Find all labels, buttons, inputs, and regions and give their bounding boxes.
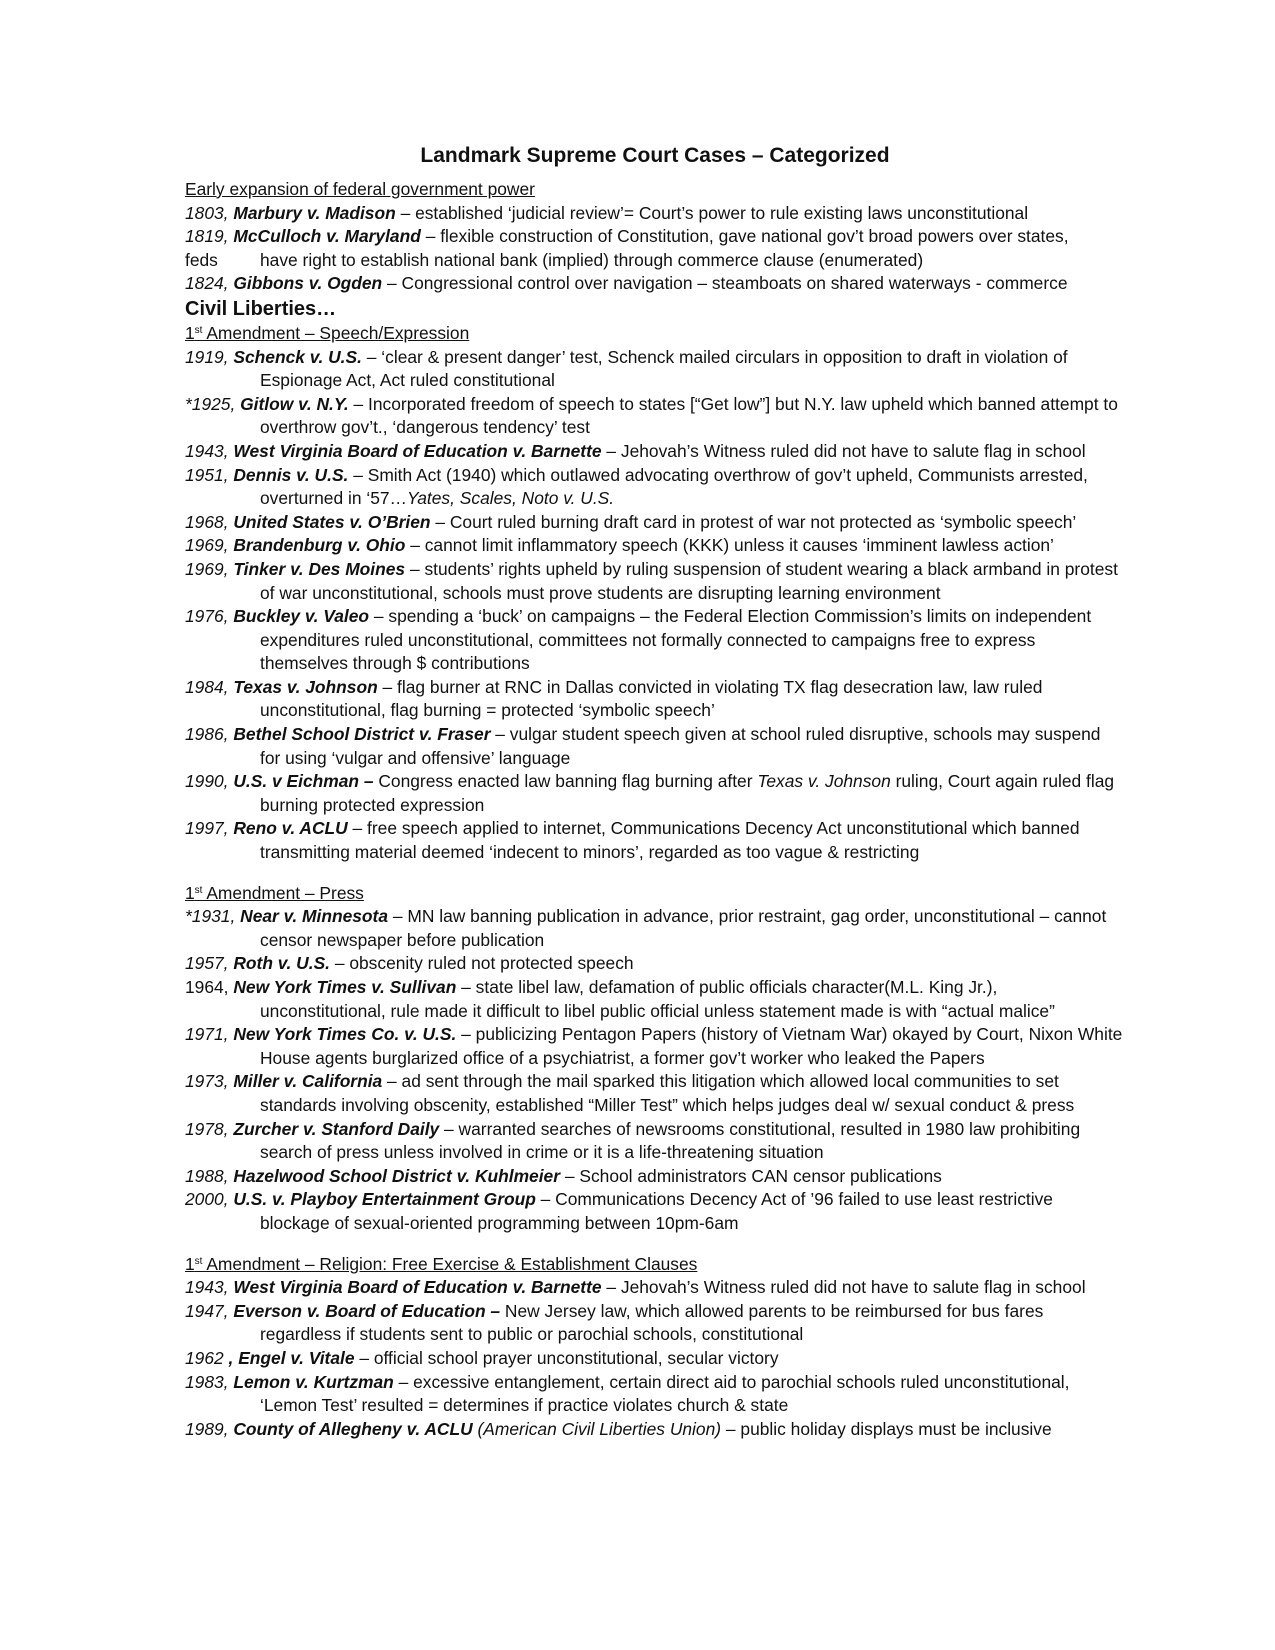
case-year: 1803, — [185, 202, 229, 223]
case-entry — [185, 1070, 1125, 1117]
case-year: 2000, — [185, 1189, 229, 1210]
case-name: Bethel School District v. Fraser — [233, 724, 491, 745]
case-reference: Yates, Scales, Noto v. U.S. — [406, 488, 615, 509]
case-year: 1969, — [185, 558, 229, 579]
case-year: *1931, — [185, 906, 236, 927]
case-description: – warranted searches of newsrooms constitutional, resulted in 1980 law prohibiting search of press unless involved in crime or it is a life-threatening situation — [260, 1118, 1081, 1163]
case-entry — [185, 346, 1125, 393]
case-name: Buckley v. Valeo — [233, 606, 370, 627]
case-entry — [185, 202, 1125, 226]
case-reference: Texas v. Johnson — [757, 771, 891, 792]
case-name: U.S. v Eichman – — [233, 771, 374, 792]
case-description: – state libel law, defamation of public officials character(M.L. King Jr.), unconstitutional, rule made it difficult to libel public official unless statement made is with “actual malice” — [260, 977, 1055, 1021]
case-description: ruling, Court again ruled flag burning protected expression — [260, 771, 1115, 815]
case-year: 1819, — [185, 226, 229, 247]
case-name: Schenck v. U.S. — [233, 346, 362, 367]
case-year: 1964, — [185, 977, 229, 997]
case-year: 1983, — [185, 1371, 229, 1392]
case-description: – ‘clear & present danger’ test, Schenck mailed circulars in opposition to draft in violation of Espionage Act, Act ruled constitutional — [260, 346, 1068, 391]
case-description: – Smith Act (1940) which outlawed advocating overthrow of gov’t upheld, Communists arrested, overturned in ‘57… — [260, 464, 1088, 509]
case-name: United States v. O’Brien — [233, 511, 431, 532]
case-year: *1925, — [185, 393, 236, 414]
case-name: , Engel v. Vitale — [228, 1347, 355, 1368]
case-entry — [185, 770, 1125, 817]
case-name: Tinker v. Des Moines — [233, 558, 406, 579]
case-entry — [185, 1276, 1125, 1300]
case-year: 1976, — [185, 606, 229, 627]
case-entry — [185, 393, 1125, 440]
case-name: Roth v. U.S. — [233, 953, 330, 974]
case-description: – established ‘judicial review’= Court’s power to rule existing laws unconstitutional — [395, 202, 1029, 223]
case-description: – Incorporated freedom of speech to states [“Get low”] but N.Y. law upheld which banned attempt to overthrow gov’t., ‘dangerous tendency’ test — [260, 393, 1118, 438]
case-name: McCulloch v. Maryland — [233, 226, 421, 247]
case-year: 1986, — [185, 724, 229, 745]
press-case-list — [185, 905, 1125, 1235]
case-year: 1978, — [185, 1118, 229, 1139]
case-name: West Virginia Board of Education v. Barnette — [233, 440, 602, 461]
case-entry — [185, 605, 1125, 676]
case-name: Texas v. Johnson — [233, 676, 378, 697]
case-year: 1971, — [185, 1024, 229, 1045]
case-entry — [185, 1188, 1125, 1235]
case-name: U.S. v. Playboy Entertainment Group — [233, 1189, 536, 1210]
case-year: 1969, — [185, 535, 229, 556]
case-description: – flag burner at RNC in Dallas convicted in violating TX flag desecration law, law ruled unconstitutional, flag burning = protected ‘symbolic speech’ — [260, 676, 1043, 721]
case-year: 1984, — [185, 676, 229, 697]
case-name: Zurcher v. Stanford Daily — [233, 1118, 440, 1139]
case-description: – Jehovah’s Witness ruled did not have to salute flag in school — [601, 440, 1086, 461]
page-title: Landmark Supreme Court Cases – Categorized — [420, 144, 890, 167]
case-year: 1968, — [185, 511, 229, 532]
case-description: – excessive entanglement, certain direct aid to parochial schools ruled unconstitutional, ‘Lemon Test’ resulted = determines if practice violates church & state — [260, 1371, 1070, 1416]
case-description: have right to establish national bank (implied) through commerce clause (enumerated) — [260, 249, 924, 270]
case-year: 1997, — [185, 818, 229, 839]
case-entry-continuation — [185, 249, 1125, 273]
early-case-list — [185, 202, 1125, 296]
case-year: 1943, — [185, 1277, 229, 1298]
section-heading-religion: 1st Amendment – Religion: Free Exercise & Establishment Clauses — [185, 1253, 698, 1274]
case-entry — [185, 1023, 1125, 1070]
case-description: – flexible construction of Constitution, gave national gov’t broad powers over states, — [420, 226, 1069, 247]
case-entry — [185, 440, 1125, 464]
case-entry — [185, 1300, 1125, 1347]
case-name: Reno v. ACLU — [233, 818, 348, 839]
case-year: 1989, — [185, 1418, 229, 1439]
case-name: Brandenburg v. Ohio — [233, 535, 406, 556]
case-description: – School administrators CAN censor publications — [560, 1165, 942, 1186]
case-description: – public holiday displays must be inclusive — [721, 1418, 1052, 1439]
case-entry — [185, 511, 1125, 535]
speech-case-list — [185, 346, 1125, 865]
case-entry — [185, 558, 1125, 605]
case-entry — [185, 905, 1125, 952]
case-description: New Jersey law, which allowed parents to be reimbursed for bus fares regardless if students sent to public or parochial schools, constitutional — [260, 1300, 1044, 1345]
case-entry — [185, 1165, 1125, 1189]
case-year: 1943, — [185, 440, 229, 461]
case-name: Hazelwood School District v. Kuhlmeier — [233, 1165, 561, 1186]
religion-case-list — [185, 1276, 1125, 1441]
case-entry — [185, 464, 1125, 511]
civil-liberties-heading: Civil Liberties… — [185, 297, 337, 320]
case-year: 1951, — [185, 464, 229, 485]
case-description: – vulgar student speech given at school ruled disruptive, schools may suspend for using ‘vulgar and offensive’ language — [260, 724, 1101, 768]
case-entry — [185, 952, 1125, 976]
case-note: (American Civil Liberties Union) — [472, 1418, 722, 1439]
case-entry — [185, 1418, 1125, 1442]
case-description: – students’ rights upheld by ruling suspension of student wearing a black armband in protest of war unconstitutional, schools must prove students are disrupting learning environment — [260, 558, 1118, 603]
case-name: Gitlow v. N.Y. — [240, 393, 349, 414]
case-year: 1957, — [185, 953, 229, 974]
case-name: County of Allegheny v. ACLU — [233, 1418, 473, 1439]
case-entry — [185, 1347, 1125, 1371]
case-entry — [185, 225, 1125, 249]
case-name: Lemon v. Kurtzman — [233, 1371, 394, 1392]
case-year: 1824, — [185, 273, 229, 294]
case-year: 1988, — [185, 1165, 229, 1186]
case-name: Marbury v. Madison — [233, 202, 396, 223]
case-year: 1919, — [185, 346, 229, 367]
case-description: – official school prayer unconstitutional, secular victory — [354, 1347, 779, 1368]
case-description: – publicizing Pentagon Papers (history of Vietnam War) okayed by Court, Nixon White House agents burglarized office of a psychiatrist, a former gov’t worker who leaked the Papers — [260, 1024, 1123, 1068]
case-description: – cannot limit inflammatory speech (KKK) unless it causes ‘imminent lawless action’ — [405, 535, 1054, 556]
case-year: 1947, — [185, 1300, 229, 1321]
case-name: Near v. Minnesota — [240, 906, 389, 927]
case-entry — [185, 1118, 1125, 1165]
case-entry — [185, 817, 1125, 864]
case-name: Miller v. California — [233, 1071, 383, 1092]
case-entry — [185, 676, 1125, 723]
case-year: 1990, — [185, 771, 229, 792]
continuation-lead: feds — [185, 249, 218, 270]
case-description: – free speech applied to internet, Communications Decency Act unconstitutional which banned transmitting material deemed ‘indecent to minors’, regarded as too vague & restricting — [260, 818, 1080, 863]
section-heading-press: 1st Amendment – Press — [185, 882, 364, 903]
case-description: – spending a ‘buck’ on campaigns – the Federal Election Commission’s limits on independent expenditures ruled unconstitutional, committees not formally connected to campaigns free to express themselves through $ contributions — [260, 606, 1092, 674]
case-name: New York Times Co. v. U.S. — [233, 1024, 457, 1045]
section-heading-speech: 1st Amendment – Speech/Expression — [185, 322, 470, 343]
case-description: – obscenity ruled not protected speech — [330, 953, 634, 974]
case-entry — [185, 723, 1125, 770]
section-heading-early: Early expansion of federal government power — [185, 179, 535, 199]
case-name: New York Times v. Sullivan — [233, 977, 457, 997]
case-entry — [185, 1371, 1125, 1418]
case-description: – MN law banning publication in advance, prior restraint, gag order, unconstitutional – cannot censor newspaper before publication — [260, 906, 1107, 950]
case-name: West Virginia Board of Education v. Barnette — [233, 1277, 602, 1298]
case-name: Everson v. Board of Education – — [233, 1300, 501, 1321]
case-description: – Congressional control over navigation – steamboats on shared waterways - commerce — [382, 273, 1068, 294]
case-name: Dennis v. U.S. — [233, 464, 349, 485]
case-name: Gibbons v. Ogden — [233, 273, 383, 294]
case-description: – Court ruled burning draft card in protest of war not protected as ‘symbolic speech’ — [430, 511, 1077, 532]
case-description: – Communications Decency Act of ’96 failed to use least restrictive blockage of sexual-oriented programming between 10pm-6am — [260, 1189, 1053, 1233]
case-description: – ad sent through the mail sparked this litigation which allowed local communities to set standards involving obscenity, established “Miller Test” which helps judges deal w/ sexual conduct & press — [260, 1071, 1075, 1115]
case-description: – Jehovah’s Witness ruled did not have to salute flag in school — [601, 1277, 1086, 1298]
case-entry — [185, 272, 1125, 296]
case-year: 1962 — [185, 1347, 224, 1368]
case-entry — [185, 534, 1125, 558]
case-year: 1973, — [185, 1071, 229, 1092]
case-entry — [185, 976, 1125, 1023]
case-description: Congress enacted law banning flag burning after — [373, 771, 758, 792]
